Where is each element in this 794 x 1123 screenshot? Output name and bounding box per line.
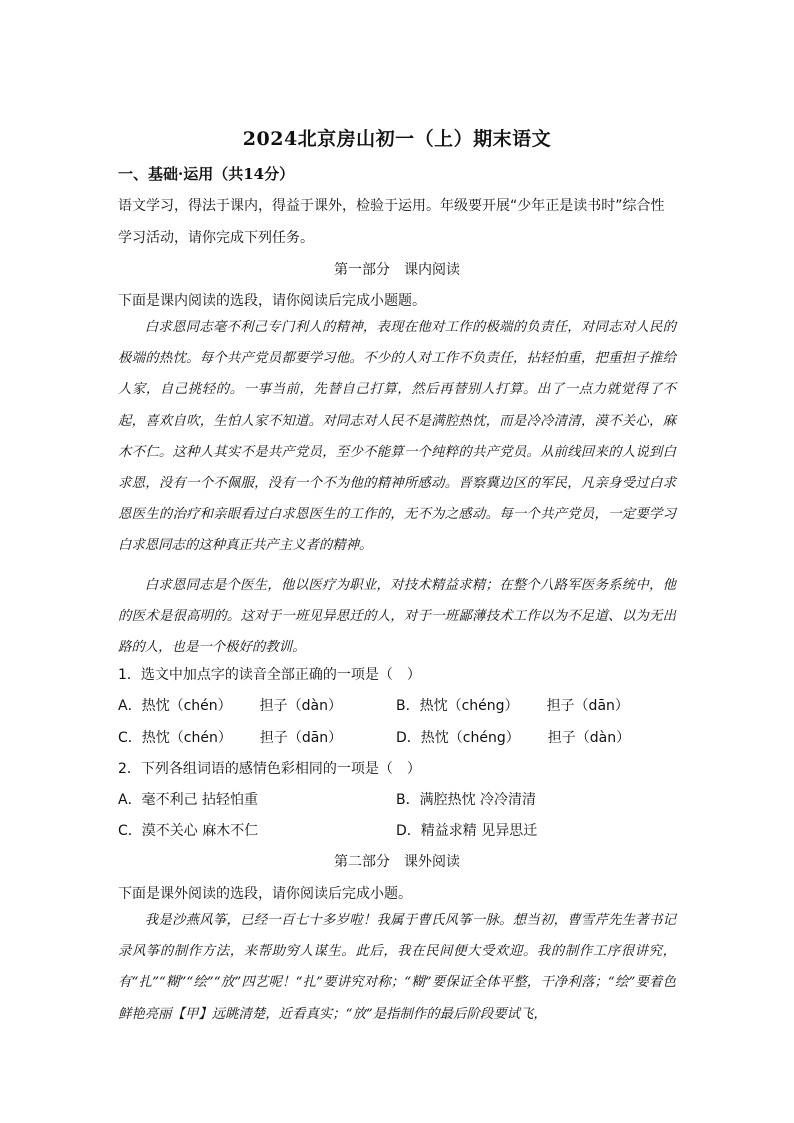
question-1-option-d — [396, 727, 630, 747]
question-1-stem: 1．选文中加点字的读音全部正确的一项是（ ） — [118, 667, 421, 683]
passage-paragraph-2: 白求恩同志是个医生，他以医疗为职业，对技术精益求精；在整个八路军医务系统中，他的医术是很高明的。这对于一班见异思迁的人，对于一班鄙薄技术工作以为不足道、以为无出路的人，也是一个极好的教训。 — [118, 578, 676, 656]
question-2-option-d: D．精益求精 见异思迁 — [396, 823, 538, 839]
option-d-word1: D．热忱（chéng） — [396, 730, 520, 746]
option-b-word1: B．热忱（chéng） — [396, 698, 519, 714]
question-2-stem: 2．下列各组词语的感情色彩相同的一项是（ ） — [118, 761, 421, 777]
option-d-word2: 担子（dàn） — [547, 730, 631, 746]
option-a-word1: A．热忱（chén） — [118, 698, 232, 714]
part2-instruction: 下面是课外阅读的选段，请你阅读后完成小题。 — [118, 886, 412, 902]
section-heading: 一、基础·运用（共14分） — [118, 165, 295, 183]
option-b-word2: 担子（dān） — [546, 698, 629, 714]
option-a-word2: 担子（dàn） — [259, 698, 342, 714]
question-2-option-a: A．毫不利己 拈轻怕重 — [118, 792, 259, 808]
part1-title: 第一部分 课内阅读 — [334, 262, 460, 278]
question-1-option-b — [396, 695, 629, 715]
question-1-option-c — [118, 727, 342, 747]
option-c-word2: 担子（dān） — [259, 730, 343, 746]
document-title: 2024北京房山初一（上）期末语文 — [242, 128, 552, 150]
question-2-option-b: B．满腔热忱 冷冷清清 — [396, 792, 537, 808]
passage-kite: 我是沙燕风筝，已经一百七十多岁啦！我属于曹氏风筝一脉。想当初，曹雪芹先生著书记录风筝的制作方法，来帮助穷人谋生。此后，我在民间便大受欢迎。我的制作工序很讲究，有“扎”“糊”“绘”“放”四艺呢！“扎”要讲究对称；“糊”要保证全体平整，干净利落；“绘”要着色鲜艳亮丽【甲】远眺清楚，近看真实；“放”是指制作的最后阶段要试飞， — [118, 913, 676, 1022]
section-intro: 语文学习，得法于课内，得益于课外，检验于运用。年级要开展“少年正是读书时”综合性学习活动，请你完成下列任务。 — [118, 198, 665, 246]
part2-title: 第二部分 课外阅读 — [334, 854, 460, 870]
question-2-option-c: C．漠不关心 麻木不仁 — [118, 823, 259, 839]
part1-instruction: 下面是课内阅读的选段，请你阅读后完成小题题。 — [118, 293, 426, 309]
question-1-option-a — [118, 695, 342, 715]
option-c-word1: C．热忱（chén） — [118, 730, 232, 746]
passage-paragraph-1: 白求恩同志毫不利己专门利人的精神，表现在他对工作的极端的负责任，对同志对人民的极端的热忱。每个共产党员都要学习他。不少的人对工作不负责任，拈轻怕重，把重担子推给人家，自己挑轻的。一事当前，先替自己打算，然后再替别人打算。出了一点力就觉得了不起，喜欢自吹，生怕人家不知道。对同志对人民不是满腔热忱，而是冷冷清清，漠不关心，麻木不仁。这种人其实不是共产党员，至少不能算一个纯粹的共产党员。从前线回来的人说到白求恩，没有一个不佩服，没有一个不为他的精神所感动。晋察冀边区的军民，凡亲身受过白求恩医生的治疗和亲眼看过白求恩医生的工作的，无不为之感动。每一个共产党员，一定要学习白求恩同志的这种真正共产主义者的精神。 — [118, 320, 676, 554]
